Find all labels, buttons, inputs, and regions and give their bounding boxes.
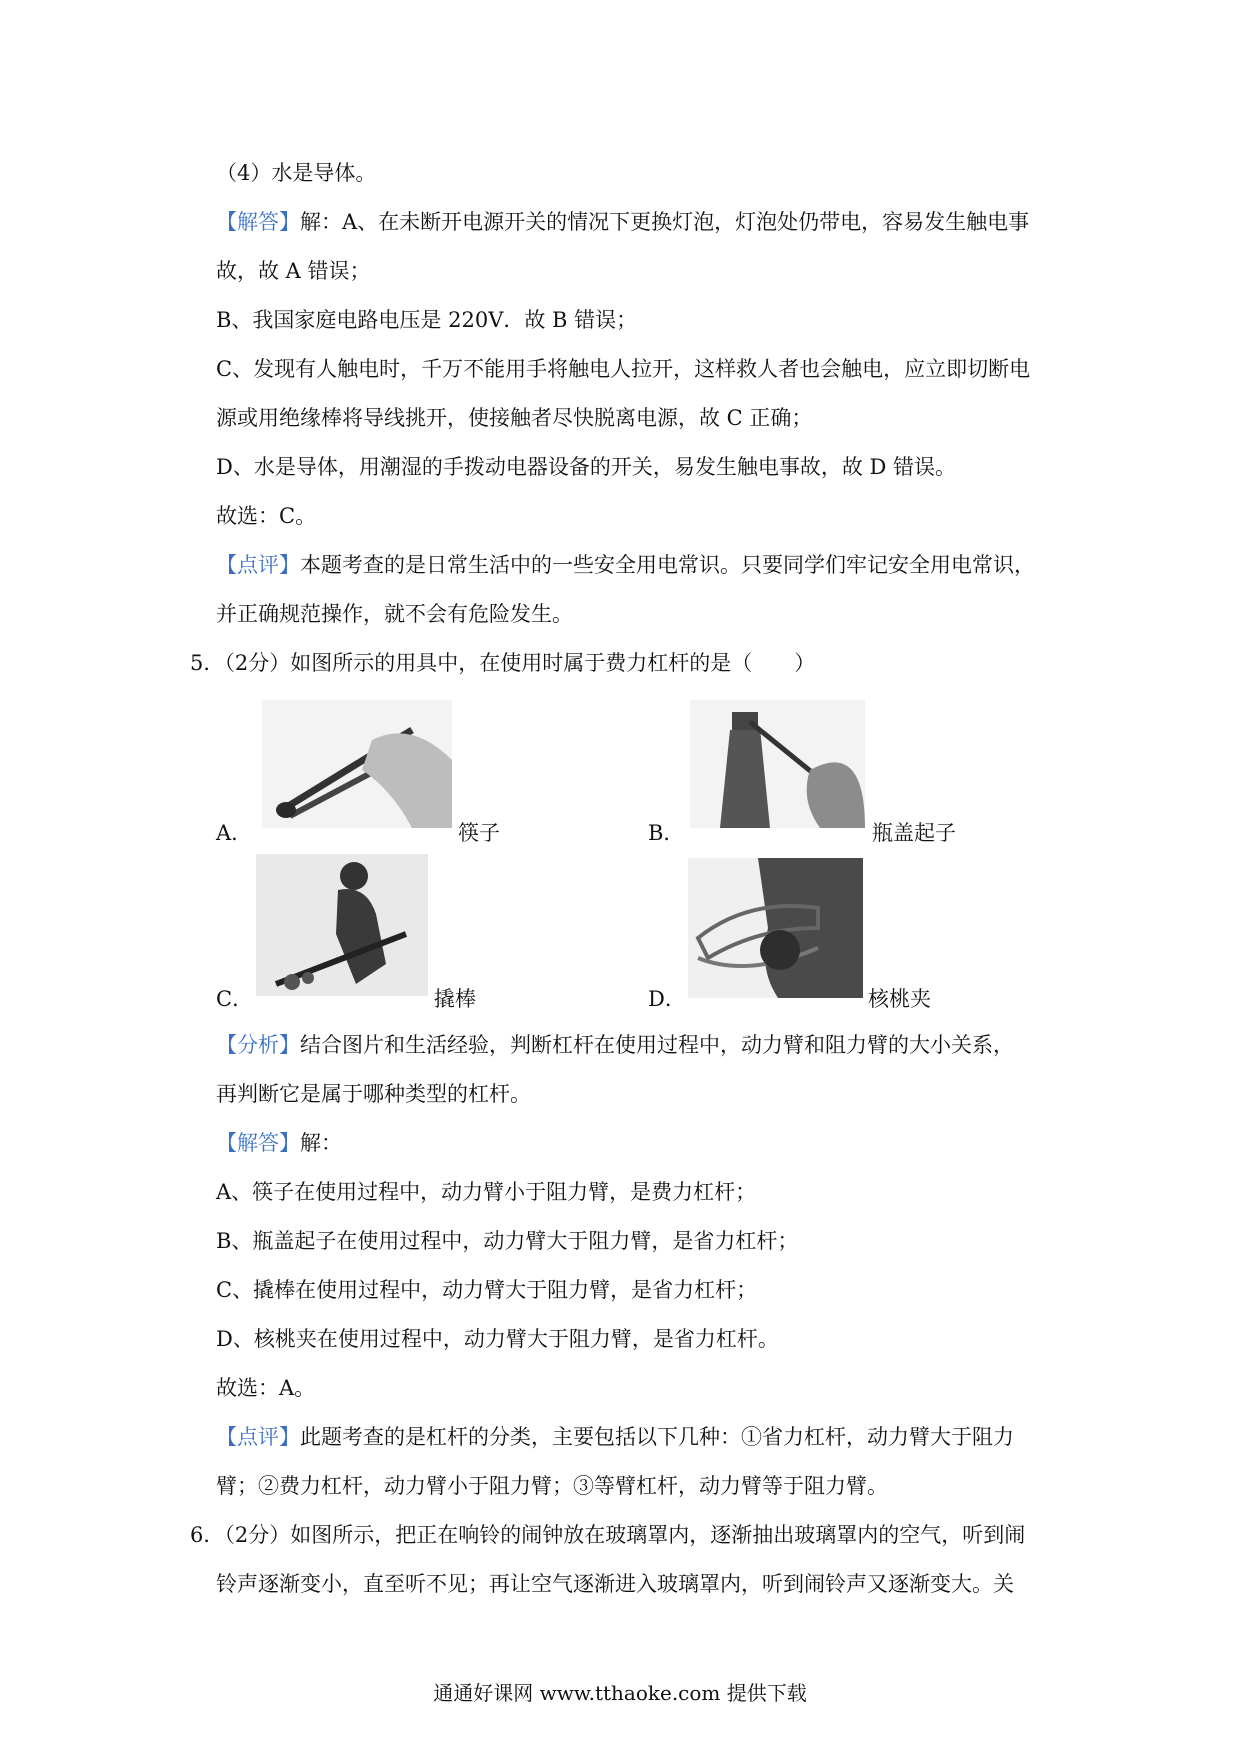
text-line: 故选：A。 — [216, 1376, 316, 1400]
text-line: 并正确规范操作，就不会有危险发生。 — [216, 602, 573, 626]
crowbar-image — [256, 854, 428, 996]
text-line: A、筷子在使用过程中，动力臂小于阻力臂，是费力杠杆； — [216, 1180, 757, 1204]
page-footer: 通通好课网 www.tthaoke.com 提供下载 — [433, 1681, 807, 1705]
chopsticks-image — [262, 700, 452, 828]
analysis-line — [216, 1030, 1014, 1060]
text-line: 故，故 A 错误； — [216, 259, 371, 283]
text-line: 臂；②费力杠杆，动力臂小于阻力臂；③等臂杠杆，动力臂等于阻力臂。 — [216, 1474, 888, 1498]
comment-text: 本题考查的是日常生活中的一些安全用电常识。只要同学们牢记安全用电常识， — [300, 553, 1035, 577]
comment-text: 此题考查的是杠杆的分类，主要包括以下几种：①省力杠杆，动力臂大于阻力 — [300, 1425, 1014, 1449]
comment-line — [216, 1422, 1014, 1452]
text-line: B、瓶盖起子在使用过程中，动力臂大于阻力臂，是省力杠杆； — [216, 1229, 799, 1253]
nutcracker-image — [688, 858, 863, 998]
answer-line — [216, 207, 1029, 237]
bottle-opener-image — [690, 700, 865, 828]
answer-text: 解： — [300, 1131, 342, 1155]
option-a-letter: A． — [216, 821, 253, 845]
question-stem: 5．（2分）如图所示的用具中，在使用时属于费力杠杆的是（ ） — [190, 651, 816, 675]
analysis-text: 结合图片和生活经验，判断杠杆在使用过程中，动力臂和阻力臂的大小关系， — [300, 1033, 1014, 1057]
option-d-letter: D． — [648, 987, 686, 1011]
comment-line — [216, 550, 1035, 580]
text-line: D、水是导体，用潮湿的手拨动电器设备的开关，易发生触电事故，故 D 错误。 — [216, 455, 957, 479]
comment-tag: 【点评】 — [216, 1425, 300, 1449]
text-line: 再判断它是属于哪种类型的杠杆。 — [216, 1082, 531, 1106]
option-a-label: 筷子 — [458, 821, 500, 845]
comment-tag: 【点评】 — [216, 553, 300, 577]
answer-tag: 【解答】 — [216, 1131, 300, 1155]
text-line: 铃声逐渐变小，直至听不见；再让空气逐渐进入玻璃罩内，听到闹铃声又逐渐变大。关 — [216, 1572, 1014, 1596]
text-line: （4）水是导体。 — [216, 161, 377, 185]
option-b-label: 瓶盖起子 — [872, 821, 956, 845]
text-line: 源或用绝缘棒将导线挑开，使接触者尽快脱离电源，故 C 正确； — [216, 406, 813, 430]
answer-line — [216, 1128, 342, 1158]
question-stem: 6．（2分）如图所示，把正在响铃的闹钟放在玻璃罩内，逐渐抽出玻璃罩内的空气，听到闹 — [190, 1523, 1026, 1547]
analysis-tag: 【分析】 — [216, 1033, 300, 1057]
answer-tag: 【解答】 — [216, 210, 300, 234]
option-d-label: 核桃夹 — [868, 987, 931, 1011]
option-b-letter: B． — [648, 821, 685, 845]
text-line: D、核桃夹在使用过程中，动力臂大于阻力臂，是省力杠杆。 — [216, 1327, 779, 1351]
option-c-label: 撬棒 — [434, 987, 476, 1011]
text-line: 故选：C。 — [216, 504, 317, 528]
text-line: C、撬棒在使用过程中，动力臂大于阻力臂，是省力杠杆； — [216, 1278, 758, 1302]
text-line: B、我国家庭电路电压是 220V．故 B 错误； — [216, 308, 638, 332]
option-c-letter: C． — [216, 987, 254, 1011]
text-line: C、发现有人触电时，千万不能用手将触电人拉开，这样救人者也会触电，应立即切断电 — [216, 357, 1031, 381]
answer-text: 解：A、在未断开电源开关的情况下更换灯泡，灯泡处仍带电，容易发生触电事 — [300, 210, 1030, 234]
